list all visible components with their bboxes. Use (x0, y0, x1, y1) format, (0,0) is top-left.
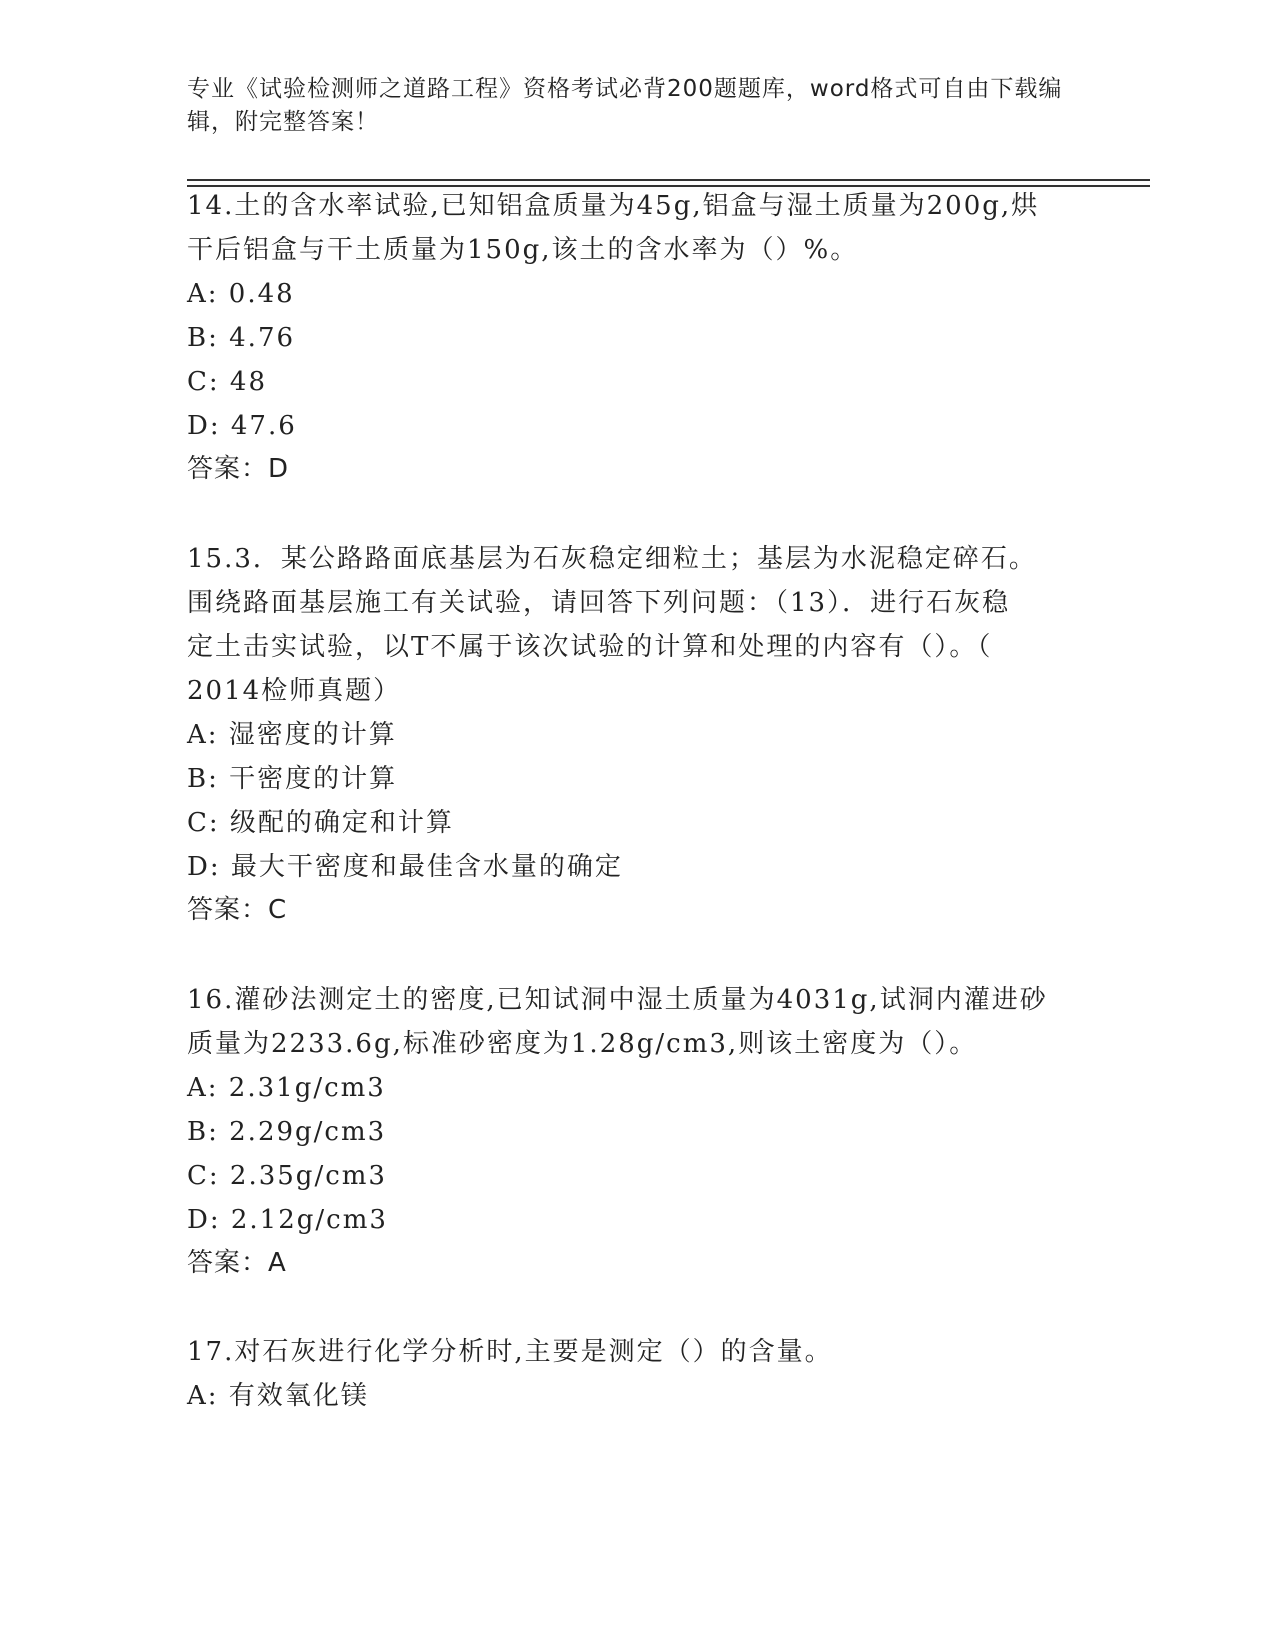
question-14-option-d: D: 47.6 (187, 411, 297, 441)
question-15-line-4: 2014检师真题） (187, 676, 402, 706)
question-14-option-c: C: 48 (187, 367, 268, 397)
question-14-line-2: 干后铝盒与干土质量为150g,该土的含水率为（）%。 (187, 235, 859, 265)
question-15-line-2: 围绕路面基层施工有关试验，请回答下列问题：（13）．进行石灰稳 (187, 588, 1011, 618)
header-divider-top (187, 179, 1150, 181)
question-15-option-a: A: 湿密度的计算 (187, 720, 397, 750)
question-14-option-b: B: 4.76 (187, 323, 296, 353)
question-14-answer: 答案：D (187, 454, 290, 484)
question-15-option-c: C: 级配的确定和计算 (187, 808, 454, 838)
question-16-answer: 答案：A (187, 1248, 287, 1278)
document-header: 专业《试验检测师之道路工程》资格考试必背200题题库，word格式可自由下载编辑，附完整答案！ (187, 76, 1063, 135)
question-16-option-a: A: 2.31g/cm3 (187, 1073, 386, 1103)
question-15-option-b: B: 干密度的计算 (187, 764, 398, 794)
question-14-option-a: A: 0.48 (187, 279, 295, 309)
question-16-line-2: 质量为2233.6g,标准砂密度为1.28g/cm3,则该土密度为（）。 (187, 1029, 978, 1059)
question-16-option-b: B: 2.29g/cm3 (187, 1117, 387, 1147)
question-16-option-d: D: 2.12g/cm3 (187, 1205, 388, 1235)
question-14-line-1: 14.土的含水率试验,已知铝盒质量为45g,铝盒与湿土质量为200g,烘 (187, 191, 1040, 221)
question-17-option-a: A: 有效氧化镁 (187, 1381, 369, 1411)
question-15-answer: 答案：C (187, 895, 288, 925)
question-15-line-3: 定土击实试验，以T不属于该次试验的计算和处理的内容有（）。（ (187, 632, 993, 662)
question-15-line-1: 15.3．某公路路面底基层为石灰稳定细粒土；基层为水泥稳定碎石。 (187, 544, 1037, 574)
question-16-option-c: C: 2.35g/cm3 (187, 1161, 387, 1191)
question-16-line-1: 16.灌砂法测定土的密度,已知试洞中湿土质量为4031g,试洞内灌进砂 (187, 985, 1048, 1015)
question-17-line-1: 17.对石灰进行化学分析时,主要是测定（）的含量。 (187, 1337, 833, 1367)
header-divider-bottom (187, 185, 1150, 187)
question-15-option-d: D: 最大干密度和最佳含水量的确定 (187, 852, 623, 882)
